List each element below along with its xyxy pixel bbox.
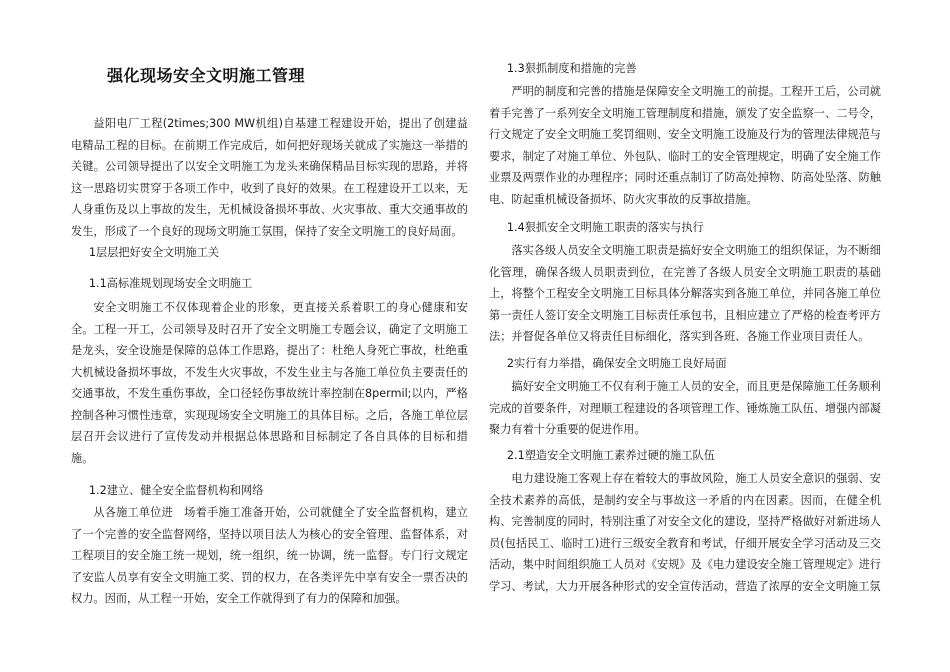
paragraph-1-3: 严明的制度和完善的措施是保障安全文明施工的前提。工程开工后，公司就着手完善了一系列安全文明施工管理制度和措施，颁发了安全监察一、二号令，行文规定了安全文明施工奖罚细则、安全文明施工设施及行为的管理法律规范与要求，制定了对施工单位、外包队、临时工的安全管理规定，明确了安全施工作业票及两票作业的办理程序；同时还重点制订了防高处掉物、防高处坠落、防触电、防起重机械设备损坏、防火灾事故的反事故措施。: [489, 85, 881, 206]
section-heading-1: 1层层把好安全文明施工关: [88, 246, 220, 259]
section-heading-2: 2实行有力举措，确保安全文明施工良好局面: [506, 357, 727, 370]
paragraph-1-1: 安全文明施工不仅体现着企业的形象，更直接关系着职工的身心健康和安全。工程一开工，公司领导及时召开了安全文明施工专题会议，确定了文明施工是龙头，安全设施是保障的总体工作思路，提出了：杜绝人身死亡事故，杜绝重大机械设备损坏事故，不发生火灾事故，不发生业主与各施工单位负主要责任的交通事故，不发生重伤事故，全口径轻伤事故统计率控制在8permil;以内，严格控制各种习惯性违章，实现现场安全文明施工的具体目标。之后，各施工单位层层召开会议进行了宣传发动并根据总体思路和目标制定了各自具体的目标和措施。: [71, 301, 468, 465]
paragraph-2-1: 电力建设施工客观上存在着较大的事故风险，施工人员安全意识的强弱、安全技术素养的高低，是制约安全与事故这一矛盾的内在因素。因而，在健全机构、完善制度的同时，特别注重了对安全文化的建设，坚持严格做好对新进场人员(包括民工、临时工)进行三级安全教育和考试，仔细开展安全学习活动及三交活动，集中时间组织施工人员对《安规》及《电力建设安全施工管理规定》进行学习、考试，大力开展各种形式的安全宣传活动，营造了浓厚的安全文明施工氛: [489, 472, 881, 593]
section-heading-1-2: 1.2建立、健全安全监督机构和网络: [88, 484, 264, 497]
paragraph-2: 搞好安全文明施工不仅有利于施工人员的安全，而且更是保障施工任务顺利完成的首要条件，对理顺工程建设的各项管理工作、锤炼施工队伍、增强内部凝聚力有着十分重要的促进作用。: [489, 380, 881, 436]
intro-paragraph: 益阳电厂工程(2times;300 MW机组)自基建工程建设开始，提出了创建益电精品工程的目标。在前期工作完成后，如何把好现场关就成了实施这一举措的关键。公司领导提出了以安全文明施工为龙头来确保精品目标实现的思路，并将这一思路切实贯穿于各项工作中，收到了良好的效果。在工程建设开工以来，无人身重伤及以上事故的发生，无机械设备损坏事故、火灾事故、重大交通事故的发生，形成了一个良好的现场文明施工氛围，保持了安全文明施工的良好局面。: [71, 117, 468, 238]
section-heading-1-4: 1.4狠抓安全文明施工职责的落实与执行: [506, 221, 704, 234]
paragraph-1-4: 落实各级人员安全文明施工职责是搞好安全文明施工的组织保证，为不断细化管理，确保各级人员职责到位，在完善了各级人员安全文明施工职责的基础上，将整个工程安全文明施工目标具体分解落实到各施工单位，并同各施工单位第一责任人签订安全文明施工目标责任承包书，且相应建立了严格的检查考评方法；并督促各单位又将责任目标细化，落实到各班、各施工作业项目责任人。: [489, 244, 881, 343]
section-heading-1-1: 1.1高标准规划现场安全文明施工: [88, 277, 253, 290]
document-title: 强化现场安全文明施工管理: [107, 66, 306, 85]
section-heading-1-3: 1.3狠抓制度和措施的完善: [506, 62, 637, 75]
paragraph-1-2: 从各施工单位进 场着手施工准备开始，公司就健全了安全监督机构，建立了一个完善的安全监督网络，坚持以项目法人为核心的安全管理、监督体系，对工程项目的安全施工统一规划，统一组织，统一协调，统一监督。专门行文规定了安监人员享有安全文明施工奖、罚的权力，在各类评先中享有安全一票否决的权力。因而，从工程一开始，安全工作就得到了有力的保障和加强。: [71, 506, 468, 605]
section-heading-2-1: 2.1塑造安全文明施工素养过硬的施工队伍: [506, 449, 715, 462]
